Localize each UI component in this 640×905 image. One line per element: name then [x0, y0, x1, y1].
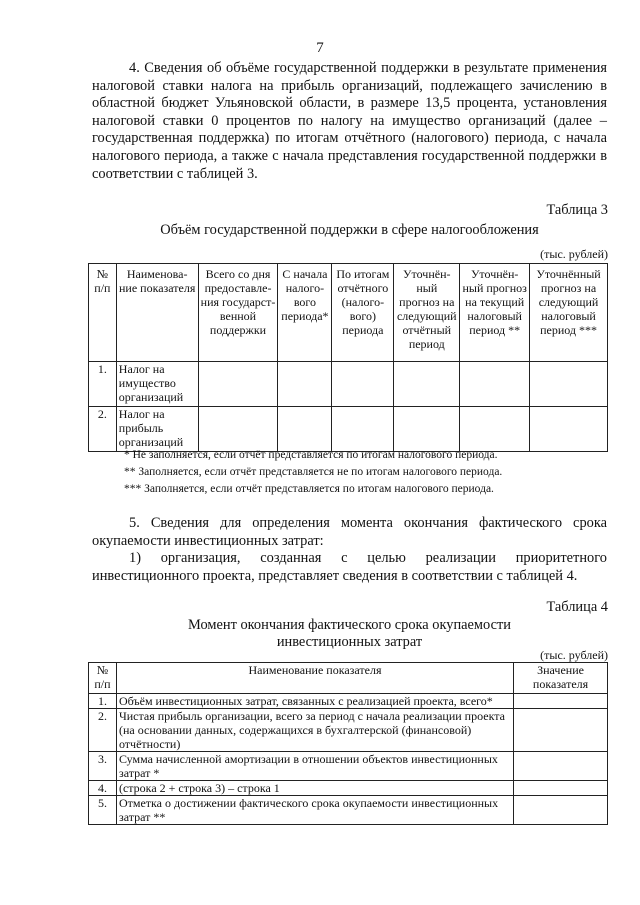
table-3-header: № п/п — [89, 264, 117, 362]
empty-cell — [278, 362, 332, 407]
table-4-header: № п/п — [89, 663, 117, 694]
table-4-units: (тыс. рублей) — [540, 648, 608, 662]
footnote: * Не заполняется, если отчёт представляется по итогам налогового периода. — [124, 449, 498, 461]
table-3-header: По итогам отчётного (налого-вого) периода — [332, 264, 394, 362]
table-row — [89, 362, 608, 407]
row-name: Налог на прибыль организаций — [116, 407, 198, 452]
row-number: 1. — [89, 362, 117, 407]
row-number: 5. — [89, 796, 117, 825]
value-cell — [514, 781, 608, 796]
table-3-header: Наименова-ние показателя — [116, 264, 198, 362]
empty-cell — [394, 362, 460, 407]
row-number: 3. — [89, 752, 117, 781]
section-5-paragraph — [92, 515, 607, 585]
footnote: *** Заполняется, если отчёт представляется по итогам налогового периода. — [124, 483, 494, 495]
table-row — [89, 752, 608, 781]
footnote: ** Заполняется, если отчёт представляется не по итогам налогового периода. — [124, 466, 503, 478]
table-3-header: Уточнён-ный прогноз на текущий налоговый период ** — [460, 264, 530, 362]
section-4-text: 4. Сведения об объёме государственной поддержки в результате применения налоговой ставки налога на прибыль организаций, подлежащего зачислению в областной бюджет Ульяновской области, в размере 13,5 процента, установления налоговой ставки 0 процентов по налогу на имущество организаций (далее – государственная поддержка) по итогам отчётного (налогового) периода, с начала налогового периода, а также с начала представления государственной поддержки в соответствии с таблицей 3. — [92, 60, 607, 182]
table-4-header-row — [89, 663, 608, 694]
table-4-title-line-1: Момент окончания фактического срока окупаемости — [188, 617, 511, 633]
empty-cell — [198, 362, 278, 407]
table-row — [89, 709, 608, 752]
table-3-notes — [124, 447, 502, 498]
empty-cell — [460, 407, 530, 452]
table-3-header: Всего со дня предоставле-ния государст-венной поддержки — [198, 264, 278, 362]
table-row — [89, 407, 608, 452]
row-name: Чистая прибыль организации, всего за период с начала реализации проекта (на основании данных, содержащихся в бухгалтерской (финансовой) отчётности) — [116, 709, 513, 752]
table-3-label: Таблица 3 — [546, 202, 608, 218]
empty-cell — [278, 407, 332, 452]
table-3-header: Уточнён-ный прогноз на следующий отчётный период — [394, 264, 460, 362]
empty-cell — [530, 407, 608, 452]
row-name: Налог на имущество организаций — [116, 362, 198, 407]
row-number: 4. — [89, 781, 117, 796]
table-4-header: Наименование показателя — [116, 663, 513, 694]
table-3-units: (тыс. рублей) — [540, 247, 608, 261]
empty-cell — [198, 407, 278, 452]
table-3-title: Объём государственной поддержки в сфере налогообложения — [160, 222, 539, 238]
row-number: 2. — [89, 407, 117, 452]
table-row — [89, 781, 608, 796]
section-4-paragraph — [92, 60, 607, 183]
table-row — [89, 694, 608, 709]
row-name: Объём инвестиционных затрат, связанных с реализацией проекта, всего* — [116, 694, 513, 709]
value-cell — [514, 796, 608, 825]
row-name: (строка 2 + строка 3) – строка 1 — [116, 781, 513, 796]
empty-cell — [394, 407, 460, 452]
section-5-item-1: 1) организация, созданная с целью реализации приоритетного инвестиционного проекта, представляет сведения в соответствии с таблицей 4. — [92, 550, 607, 584]
table-3 — [88, 263, 608, 452]
value-cell — [514, 752, 608, 781]
section-5-text: 5. Сведения для определения момента окончания фактического срока окупаемости инвестиционных затрат: — [92, 515, 607, 549]
empty-cell — [460, 362, 530, 407]
row-number: 1. — [89, 694, 117, 709]
empty-cell — [332, 362, 394, 407]
table-3-header: Уточнённый прогноз на следующий налоговый период *** — [530, 264, 608, 362]
table-4-title-line-2: инвестиционных затрат — [276, 634, 423, 650]
table-3-header: С начала налого-вого периода* — [278, 264, 332, 362]
value-cell — [514, 694, 608, 709]
table-4-header: Значение показателя — [514, 663, 608, 694]
page-number: 7 — [316, 40, 324, 56]
table-3-header-row — [89, 264, 608, 362]
table-4-label: Таблица 4 — [546, 599, 608, 615]
empty-cell — [530, 362, 608, 407]
row-name: Отметка о достижении фактического срока окупаемости инвестиционных затрат ** — [116, 796, 513, 825]
value-cell — [514, 709, 608, 752]
table-4 — [88, 662, 608, 825]
row-number: 2. — [89, 709, 117, 752]
empty-cell — [332, 407, 394, 452]
row-name: Сумма начисленной амортизации в отношении объектов инвестиционных затрат * — [116, 752, 513, 781]
table-row — [89, 796, 608, 825]
